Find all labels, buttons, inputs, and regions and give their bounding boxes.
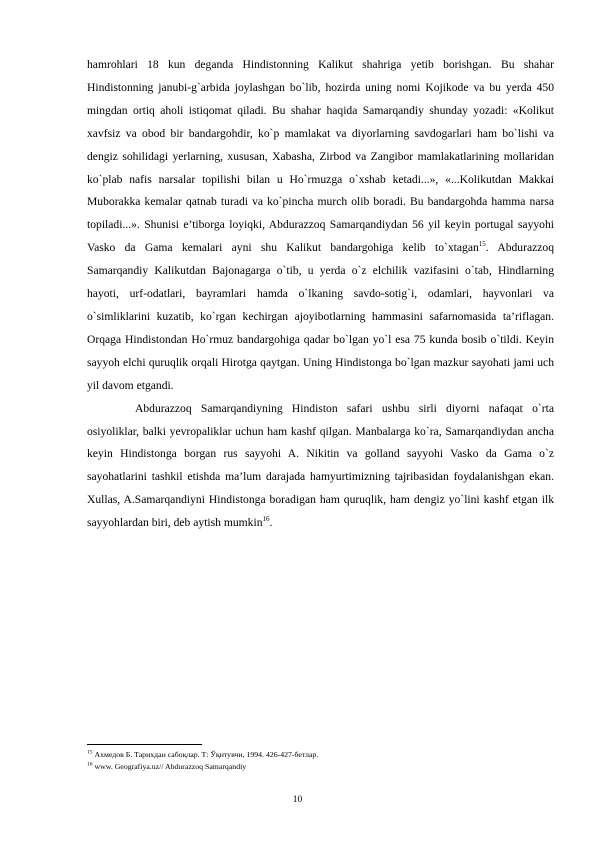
footnote-number: 16: [87, 761, 93, 768]
footnote-ref-16[interactable]: 16: [262, 515, 270, 524]
footnote-divider: [87, 744, 202, 745]
page-number: 10: [292, 795, 303, 805]
paragraph-2: [87, 398, 554, 535]
footnote-16: [87, 761, 554, 773]
body-text: [87, 54, 554, 535]
paragraph-2-text: Abdurazzoq Samarqandiyning Hindiston safari ushbu sirli diyorni nafaqat o`rta osiyoliklar, balki yevropaliklar uchun ham kashf qilgan. Manbalarga ko`ra, Samarqandiydan ancha keyin Hindistonga borgan rus sayyohi A. Nikitin va golland sayyohi Vasko da Gama o`z sayohatlarini tashkil etishda ma’lum darajada hamyurtimizning tajribasidan foydalanishgan ekan. Xullas, A.Samarqandiyni Hindistonga boradigan ham quruqlik, ham dengiz yo`lini kashf etgan ilk sayyohlardan biri, deb aytish mumkin: [87, 401, 554, 530]
footnotes: [87, 749, 554, 773]
footnote-15: [87, 749, 554, 761]
footnote-text[interactable]: www. Geografiya.uz// Abdurazzoq Samarqandiy: [94, 762, 247, 771]
paragraph-1-text: hamrohlari 18 kun deganda Hindistonning Kalikut shahriga yetib borishgan. Bu shahar Hindistonning janubi-g`arbida joylashgan bo`lib, hozirda uning nomi Kojikode va bu yerda 450 mingdan ortiq aholi istiqomat qiladi. Bu shahar haqida Samarqandiy shunday yozadi: «Kolikut xavfsiz va obod bir bandargohdir, ko`p mamlakat va diyorlarning savdogarlari ham bo`lishi va dengiz sohilidagi yerlarning, xususan, Xabasha, Zirbod va Zangibor mamlakatlarining mollaridan ko`plab nafis narsalar topilishi bilan u Ho`rmuzga o`xshab ketadi...», «...Kolikutdan Makkai Muborakka kemalar qatnab turadi va ko`pincha murch olib boradi. Bu bandargohda hamma narsa topiladi...». Shunisi e’tiborga loyiqki, Abdurazzoq Samarqandiydan 56 yil keyin portugal sayyohi Vasko da Gama kemalari ayni shu Kalikut bandargohiga kelib to`xtagan: [87, 58, 554, 255]
footnote-ref-15[interactable]: 15: [478, 240, 486, 249]
paragraph-1-text-continued: . Abdurazzoq Samarqandiy Kalikutdan Bajonagarga o`tib, u yerda o`z elchilik vazifasini o`tab, Hindlarning hayoti, urf-odatlari, bayramlari hamda o`lkaning savdo-sotig`i, odamlari, hayvonlari va o`simliklarini kuzatib, ko`rgan kechirgan ajoyibotlarning hammasini safarnomasida ta’riflagan. Orqaga Hindistondan Ho`rmuz bandargohiga qadar bo`lgan yo`l esa 75 kunda bosib o`tildi. Keyin sayyoh elchi quruqlik orqali Hirotga qaytgan. Uning Hindistonga bo`lgan mazkur sayohati jami uch yil davom etgandi.: [87, 241, 554, 392]
footnote-number: 15: [87, 749, 93, 756]
footnote-text: Ахмедов Б. Тарихдан сабоқлар. Т: Ўқитувчи, 1994. 426-427-бетлар.: [94, 750, 319, 759]
paragraph-1: [87, 54, 554, 398]
paragraph-2-text-end: .: [269, 516, 273, 530]
